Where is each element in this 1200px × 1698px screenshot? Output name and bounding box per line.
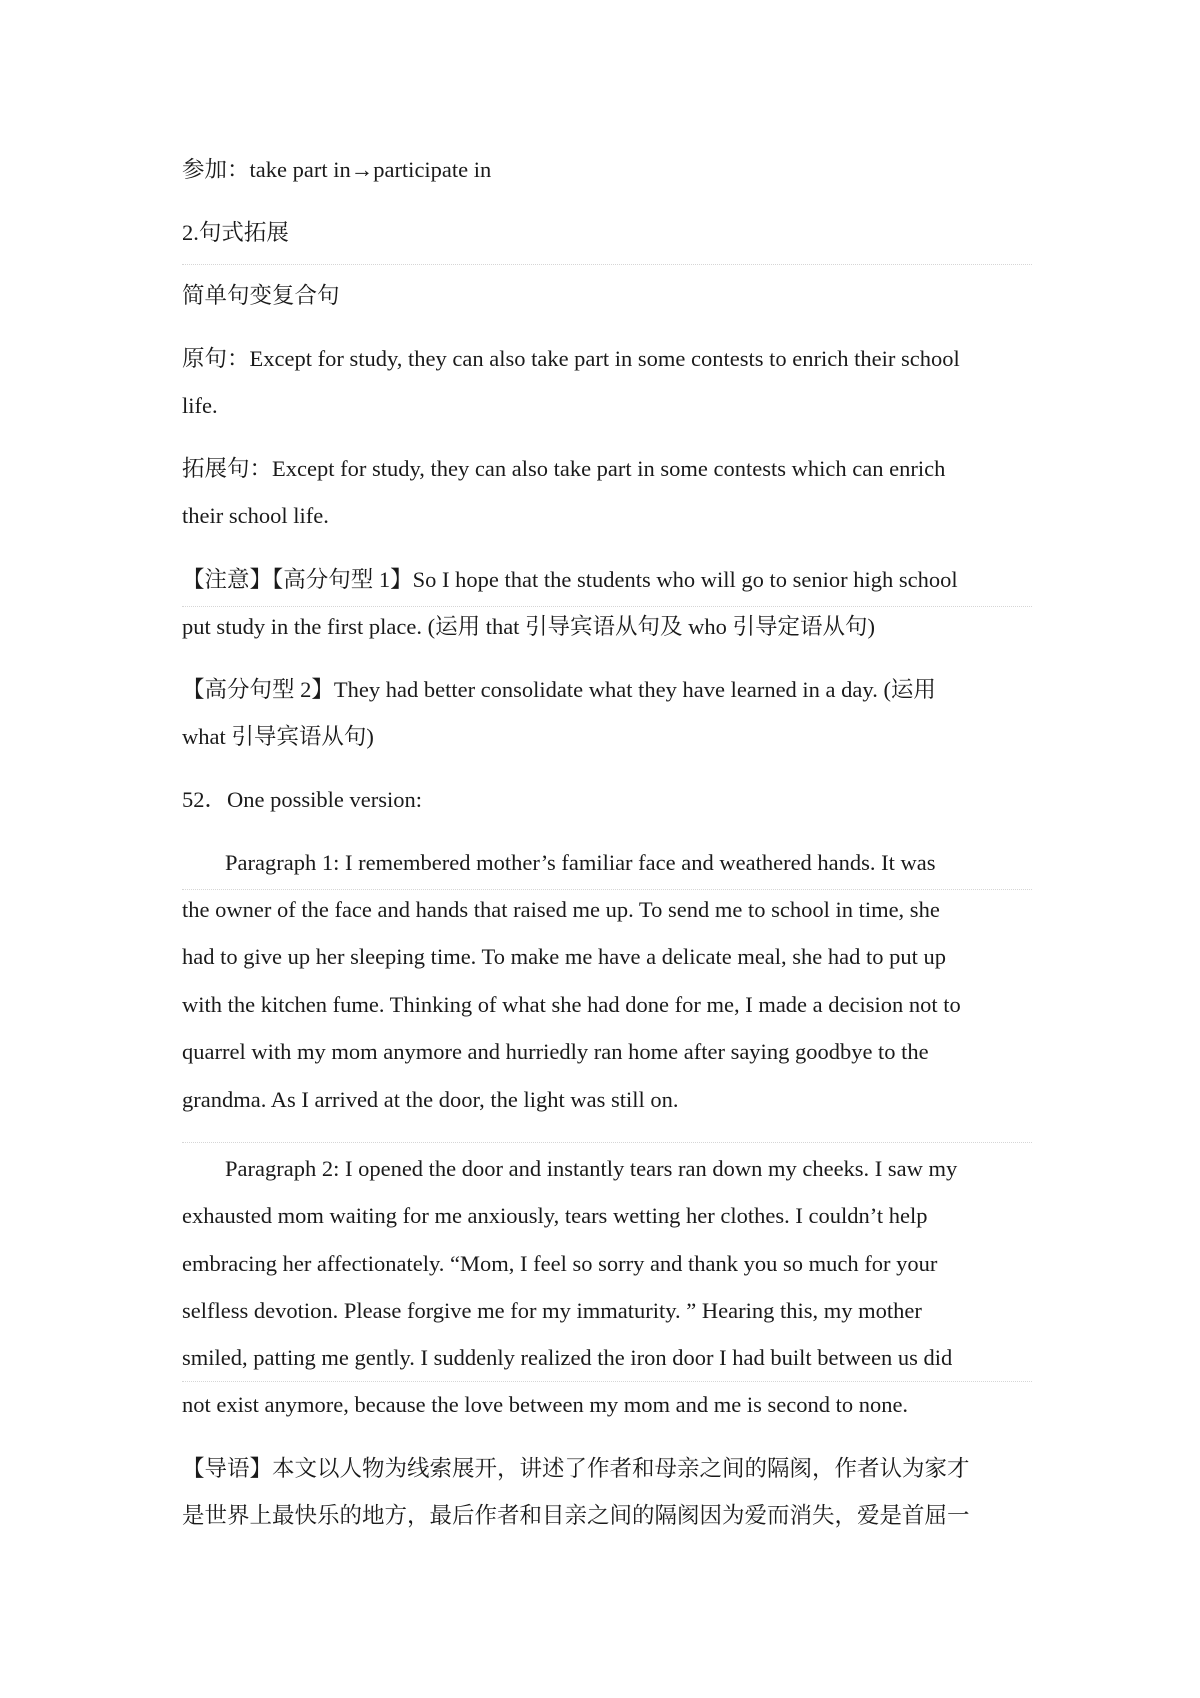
guide-note-line-2: 是世界上最快乐的地方，最后作者和目亲之间的隔阂因为爱而消失，爱是首屈一 [182, 1503, 970, 1528]
paragraph-1-line-2: the owner of the face and hands that raised me up. To send me to school in time, she [182, 897, 940, 922]
section-heading-sentence-expansion: 2.句式拓展 [182, 220, 289, 245]
paragraph-1-line-4: with the kitchen fume. Thinking of what she had done for me, I made a decision not to [182, 992, 961, 1017]
dotted-separator [182, 606, 1032, 607]
question-52-heading: 52．One possible version: [182, 787, 422, 812]
paragraph-2-line-6: not exist anymore, because the love between my mom and me is second to none. [182, 1392, 909, 1417]
dotted-separator [182, 1142, 1032, 1143]
paragraph-2-line-4: selfless devotion. Please forgive me for my immaturity. ” Hearing this, my mother [182, 1298, 922, 1323]
paragraph-1-line-3: had to give up her sleeping time. To make me have a delicate meal, she had to put up [182, 944, 947, 969]
dotted-separator [182, 1381, 1032, 1382]
high-score-pattern-2-line-2: what 引导宾语从句) [182, 724, 374, 749]
subheading-simple-to-complex: 简单句变复合句 [182, 283, 340, 308]
original-sentence-line-1: 原句：Except for study, they can also take part in some contests to enrich their school [182, 346, 960, 371]
high-score-pattern-1-line-2: put study in the first place. (运用 that 引导宾语从句及 who 引导定语从句) [182, 614, 876, 639]
guide-note-line-1: 【导语】本文以人物为线索展开，讲述了作者和母亲之间的隔阂，作者认为家才 [182, 1456, 970, 1481]
high-score-pattern-1-line-1: 【注意】【高分句型 1】So I hope that the students who will go to senior high school [182, 567, 958, 592]
paragraph-2-line-3: embracing her affectionately. “Mom, I feel so sorry and thank you so much for your [182, 1251, 938, 1276]
high-score-pattern-2-line-1: 【高分句型 2】They had better consolidate what they have learned in a day. (运用 [182, 677, 936, 702]
paragraph-2-line-1: Paragraph 2: I opened the door and instantly tears ran down my cheeks. I saw my [225, 1156, 958, 1181]
paragraph-1-line-1: Paragraph 1: I remembered mother’s familiar face and weathered hands. It was [225, 850, 936, 875]
vocab-line-participate: 参加：take part in→participate in [182, 157, 492, 182]
original-sentence-line-2: life. [182, 393, 218, 418]
expanded-sentence-line-2: their school life. [182, 503, 329, 528]
dotted-separator [182, 264, 1032, 265]
paragraph-1-line-6: grandma. As I arrived at the door, the light was still on. [182, 1087, 679, 1112]
paragraph-2-line-5: smiled, patting me gently. I suddenly realized the iron door I had built between us did [182, 1345, 953, 1370]
dotted-separator [182, 889, 1032, 890]
paragraph-2-line-2: exhausted mom waiting for me anxiously, tears wetting her clothes. I couldn’t help [182, 1203, 928, 1228]
paragraph-1-line-5: quarrel with my mom anymore and hurriedly ran home after saying goodbye to the [182, 1039, 929, 1064]
expanded-sentence-line-1: 拓展句：Except for study, they can also take part in some contests which can enrich [182, 456, 946, 481]
